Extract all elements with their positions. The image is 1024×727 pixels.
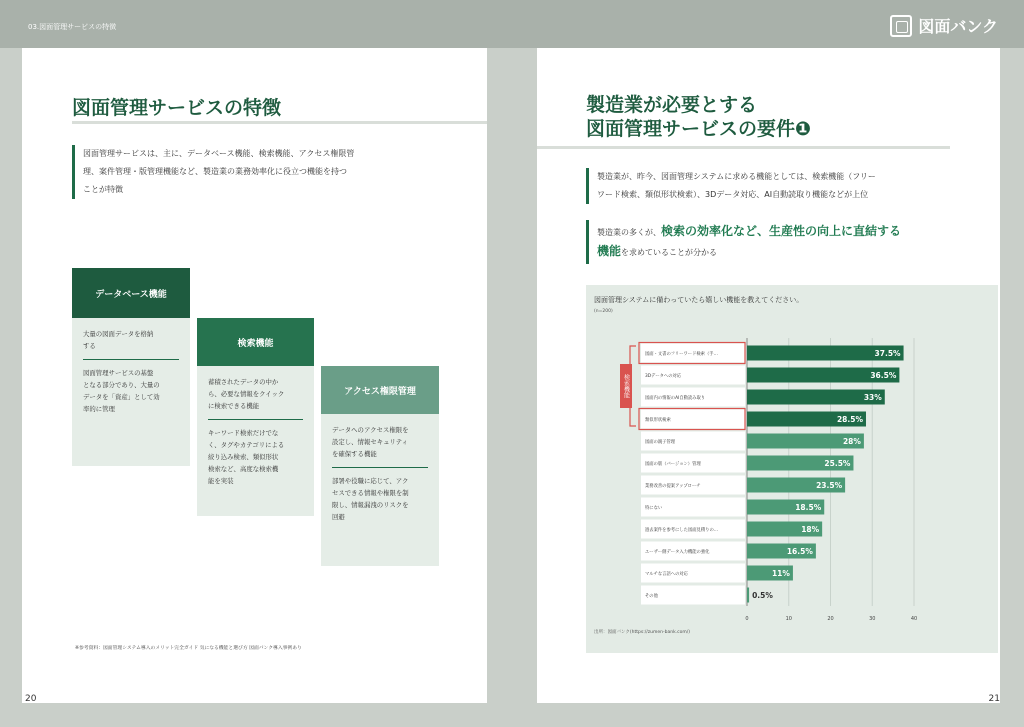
x-tick-label: 40	[910, 616, 918, 622]
chart-title: 図面管理システムに備わっていたら嬉しい機能を教えてください。	[594, 296, 804, 304]
category-label: マルチな言語への対応	[645, 572, 688, 577]
category-label: 図面の親子管理	[645, 440, 676, 445]
data-label: 28.5%	[836, 415, 863, 424]
x-tick-label: 10	[785, 616, 792, 622]
lead-line: ワード検索、類似形状検索）、3Dデータ対応、AI自動読取り機能などが上位	[597, 190, 869, 199]
category-label: ユーザー側データ入力機能の強化	[645, 550, 710, 555]
right-page	[537, 48, 1000, 703]
title-divider	[537, 146, 950, 149]
survey-chart	[586, 285, 998, 653]
drawing-frame-icon	[890, 15, 912, 37]
card-summary: 蓄積されたデータの中か ら、必要な情報をクイック に検索できる機能	[208, 378, 285, 410]
footnote: ※参考資料：図面管理システム導入のメリット完全ガイド 気になる機能と選び方 図面バンク導入事例あり	[75, 646, 302, 651]
x-tick-label: 20	[827, 616, 834, 622]
title-line: 製造業が必要とする	[586, 94, 758, 116]
data-label: 33%	[863, 393, 882, 402]
data-bar	[747, 588, 749, 603]
data-label: 11%	[771, 569, 790, 578]
category-label: 類似形状検索	[645, 418, 671, 423]
left-page	[22, 48, 487, 703]
category-label: その他	[645, 594, 658, 599]
card-summary: 大量の図面データを格納 する	[83, 330, 154, 350]
category-label: 図面の版（バージョン）管理	[645, 462, 701, 467]
x-tick-label: 0	[745, 616, 749, 622]
data-label: 16.5%	[786, 547, 813, 556]
lead-line: ことが特徴	[83, 185, 123, 194]
category-label: 図面内の情報のAI自動読み取り	[645, 396, 706, 401]
bar-chart-svg	[586, 285, 998, 653]
left-lead	[72, 145, 463, 199]
category-label: 業務改善の提案アップローチ	[645, 484, 701, 489]
data-label: 0.5%	[752, 591, 773, 600]
logo-text: 図面バンク	[918, 17, 998, 36]
title-divider	[72, 121, 487, 124]
card-divider	[208, 419, 303, 420]
card-heading: 検索機能	[197, 318, 314, 366]
chart-sample-size: (n=200)	[594, 309, 613, 314]
data-label: 23.5%	[816, 481, 843, 490]
highlight-label: 検索機能	[622, 374, 630, 398]
section-label: 03.図面管理サービスの特徴	[28, 23, 117, 31]
page-number: 20	[25, 694, 37, 704]
card-divider	[332, 467, 428, 468]
lead-line: 理、案件管理・版管理機能など、製造業の業務効率化に役立つ機能を持つ	[83, 167, 347, 176]
right-lead-1	[586, 168, 977, 204]
data-label: 18%	[801, 525, 820, 534]
top-bar	[0, 0, 1024, 48]
feature-card-database	[72, 268, 190, 466]
feature-card-search	[197, 318, 314, 516]
data-label: 36.5%	[870, 371, 897, 380]
data-label: 18.5%	[795, 503, 822, 512]
right-page-title	[586, 93, 811, 141]
card-heading: データベース機能	[72, 268, 190, 318]
card-heading: アクセス権限管理	[321, 366, 439, 414]
right-lead-2: 製造業の多くが、検索の効率化など、生産性の向上に直結する 機能を求めていることが分かる	[586, 220, 977, 264]
x-tick-label: 30	[869, 616, 876, 622]
data-label: 28%	[842, 437, 861, 446]
page-number: 21	[988, 694, 1000, 704]
category-label: 過去案件を参考にした図面見積りの…	[645, 528, 719, 533]
data-label: 25.5%	[824, 459, 851, 468]
card-detail: キーワード検索だけでな く、タグやカテゴリによる 絞り込み検索、類似形状 検索など、高度な検索機 能を実装	[208, 429, 285, 485]
card-detail: 部署や役職に応じて、アク セスできる情報や権限を制 限し、情報漏洩のリスクを 回避	[332, 477, 409, 521]
title-line: 図面管理サービスの要件❶	[586, 118, 812, 140]
card-summary: データへのアクセス権限を 設定し、情報セキュリティ を確保する機能	[332, 426, 409, 458]
brand-logo[interactable]	[890, 14, 998, 37]
data-label: 37.5%	[874, 349, 901, 358]
category-label: 図面・文書のフリーワード検索（手…	[645, 352, 718, 357]
lead-line: 図面管理サービスは、主に、データベース機能、検索機能、アクセス権限管	[83, 149, 355, 158]
lead-line: 製造業が、昨今、図面管理システムに求める機能としては、検索機能（フリー	[597, 172, 876, 181]
chart-source: 出所：図面バンク(https://zumen-bank.com/)	[594, 630, 691, 635]
card-divider	[83, 359, 179, 360]
card-detail: 図面管理サービスの基盤 となる部分であり、大量の データを「資産」として効 率的に管理	[83, 369, 160, 413]
left-page-title: 図面管理サービスの特徴	[72, 97, 282, 119]
category-label: 3Dデータへの対応	[645, 374, 682, 379]
feature-card-access	[321, 366, 439, 566]
category-label: 特にない	[645, 506, 663, 511]
